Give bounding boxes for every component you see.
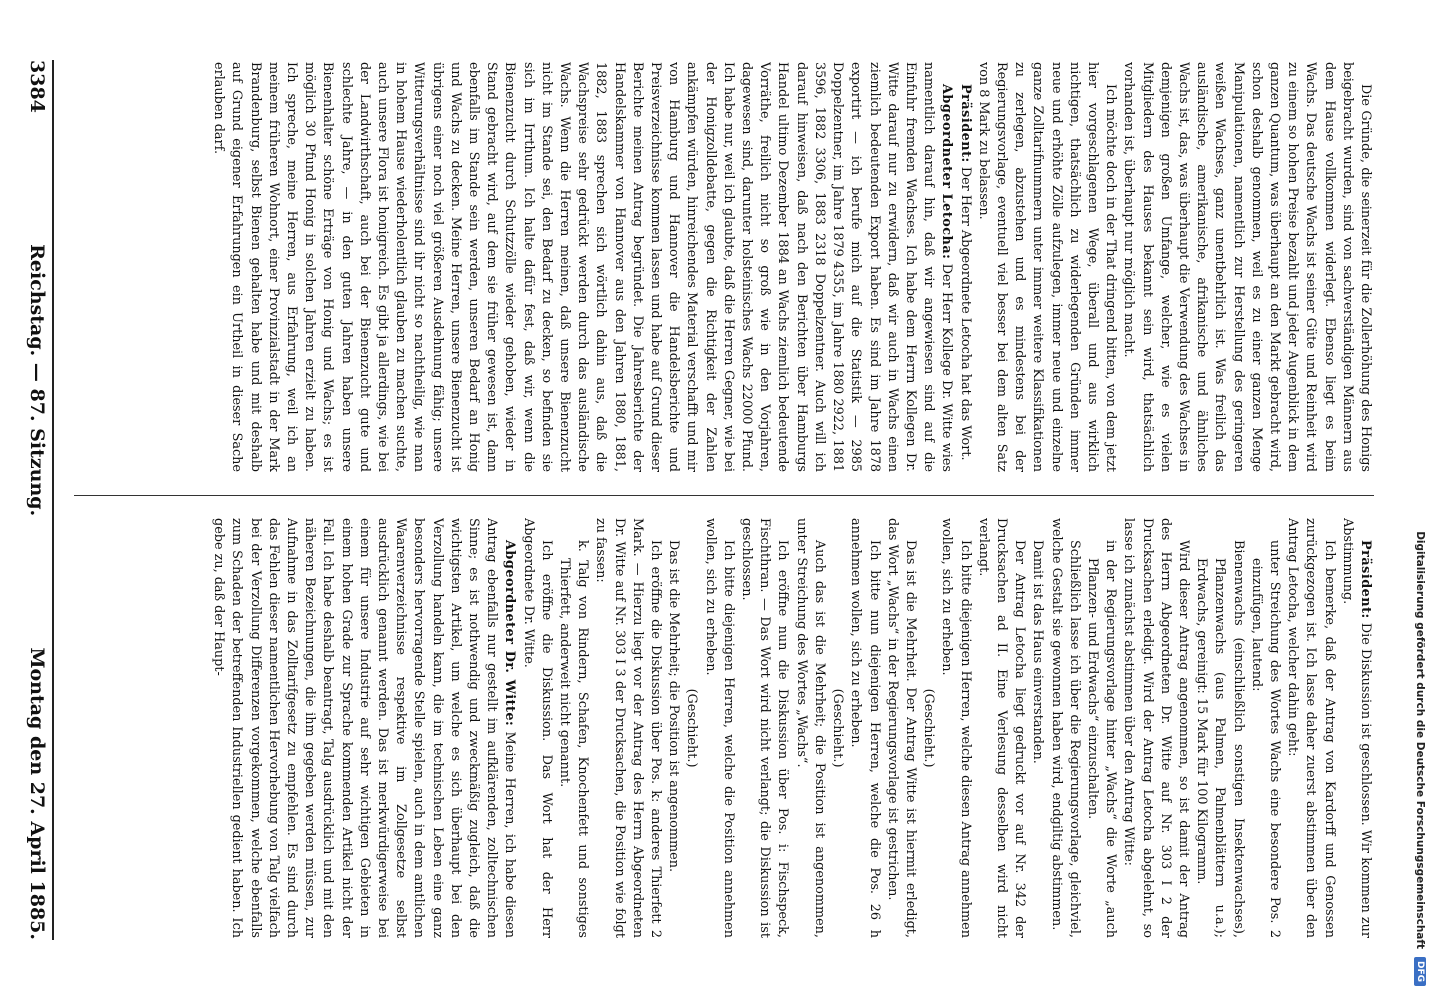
motion-text: Bienenwachs (einschließlich sonstigen Insektenwachses), Pflanzenwachs (aus Palmen, Palmenblättern u.a.); Erdwachs, gereinigt: 15 Mark für 100 Kilogramm. bbox=[1194, 540, 1246, 938]
paragraph bbox=[209, 62, 955, 472]
speech-text: Der Herr Kollege Dr. Witte wies namentlich darauf hin, daß wir angewiesen sind auf die Einfuhr fremden Wachses. Ich habe dem Herrn Kollegen Dr. Witte darauf nur zu erwidern, daß wir auch in Wachs einen ziemlich bedeutenden Export haben. Es sind im Jahre 1878 exportirt — ich berufe mich auf die Statistik — 2985 Doppelzentner, im Jahre 1879 4355, im Jahre 1880 2922, 1881 3596, 1882 3306, 1883 2318 Doppelzentner. Auch will ich darauf hinweisen, daß nach den Berichten über Hamburgs Handel ultimo Dezember 1884 an Wachs ziemlich bedeutende Vorräthe, freilich nicht so groß wie in den Vorjahren, dagewesen sind, darunter holsteinisches Wachs 22000 Pfund. Ich habe nur, weil ich glaubte, daß die Herren Gegner, wie bei der Honigzolldebatte, gegen die Richtigkeit der Zahlen ankämpfen würden, hinreichendes Material verschafft und mir von Hamburg und Hannover die Handelsberichte und Preisverzeichnisse kommen lassen und habe auf Grund dieser Berichte meinen Antrag begründet. Die Jahresberichte der Handelskammer von Hannover aus den Jahren 1880, 1881, 1882, 1883 sprechen sich wörtlich dahin aus, daß die Wachspreise sehr gedrückt werden durch das ausländische Wachs. Wenn die Herren meinen, daß unsere Bienenzucht nicht im Stande sei, den Bedarf zu decken, so befinden sie sich im Irrthum. Ich halte dafür fest, daß wir, wenn die Bienenzucht durch Schutzzölle wieder gehoben, wieder in Stand gebracht wird, auf dem sie früher gewesen ist, dann ebenfalls im Stande sein werden, unseren Bedarf an Honig und Wachs zu decken. Meine Herren, unsere Bienenzucht ist übrigens einer noch viel größeren Ausdehnung fähig; unsere Witterungsverhältnisse sind ihr nicht so nachtheilig, wie man in hohem Hause wiederholentlich glauben zu machen suchte, auch unsere Flora ist honigreich. Es gibt ja allerdings, wie bei der Landwirthschaft, auch bei der Bienenzucht gute und schlechte Jahre, — in den guten Jahren haben unsere Bienenhalter schöne Erträge von Honig und Wachs; es ist möglich 30 Pfund Honig in solchen Jahren erzielt zu haben. Ich spreche, meine Herren, aus Erfahrung, weil ich an meinem früheren Wohnort, einer Provinzialstadt in der Mark Brandenburg, selbst Bienen gehalten habe und mit deshalb auf Grund eigener Erfahrungen ein Urtheil in dieser Sache erlauben darf. bbox=[211, 62, 955, 472]
paragraph: Ich bitte diejenigen Herren, welche diesen Antrag annehmen wollen, sich zu erheben. bbox=[939, 518, 973, 938]
text-column-right bbox=[74, 518, 1374, 938]
digitization-credit-text: Digitalisierung gefördert durch die Deutsche Forschungsgemeinschaft bbox=[1414, 531, 1426, 949]
paragraph bbox=[209, 518, 518, 938]
speech-text: Die Diskussion ist geschlossen. Wir kommen zur Abstimmung. bbox=[1339, 518, 1373, 938]
paragraph: Das ist die Mehrheit. Der Antrag Witte ist hiermit erledigt, das Wort „Wachs“ in der Regierungsvorlage ist gestrichen. bbox=[884, 518, 918, 938]
paragraph: Das ist die Mehrheit; die Position ist angenommen. bbox=[666, 540, 682, 873]
paragraph: Ich eröffne die Diskussion über Pos. k: anderes Thierfett 2 Mark. — Hierzu liegt vor der Antrag des Herrn Abgeordneten Dr. Witte auf Nr. 303 I 3 der Drucksachen, die Position wie folgt zu fassen: bbox=[593, 518, 664, 938]
paragraph: Wird dieser Antrag angenommen, so ist damit der Antrag des Herrn Abgeordneten Dr. Witte auf Nr. 303 I 2 der Drucksachen erledigt. Wird der Antrag Letocha abgelehnt, so lasse ich zunächst abstimmen über den Antrag Witte: bbox=[1121, 518, 1191, 938]
speaker-name: Abgeordneter Letocha: bbox=[939, 84, 955, 260]
speech-text: Meine Herren, ich habe diesen Antrag ebenfalls nur gestellt im aufklärenden, zolltechnischen Sinne; es ist nothwendig und zweckmäßig zugleich, daß die wichtigsten Artikel, um welche es sich überhaupt bei den Verzollung handeln kann, die im technischen Leben eine ganz besonders hervorragende Stelle spielen, auch in dem amtlichen Waarenverzeichnisse respektive im Zollgesetze selbst ausdrücklich genannt werden. Das ist merkwürdigerweise bei einem für unsere Industrie auf sehr wichtigen Gebieten in einem hohen Grade zur Sprache kommenden Artikel nicht der Fall. Ich habe deshalb beantragt, Talg ausdrücklich und mit den näheren Bezeichnungen, die ihm gegeben werden müssen, zur Aufnahme in das Zolltarifgesetz zu empfehlen. Es sind durch das Fehlen dieser namentlichen Hervorhebung von Talg vielfach bei der Verzollung Differenzen vorgekommen, welche ebenfalls zum Schaden der betreffenden Industriellen gedient haben. Ich gebe zu, daß der Haupt- bbox=[211, 518, 518, 938]
motion-text: in der Regierungsvorlage hinter „Wachs“ die Worte „auch Pflanzen- und Erdwachs“ einzuschalten. bbox=[1084, 540, 1119, 938]
session-date: Montag den 27. April 1885. bbox=[26, 647, 48, 940]
paragraph: Ich eröffne nun die Diskussion über Pos. i: Fischspeck, Fischthran. — Das Wort wird nicht verlangt; die Diskussion ist geschlossen. bbox=[739, 518, 791, 938]
paragraph: Ich bemerke, daß der Antrag von Kardorff und Genossen zurückgezogen ist. Ich lasse daher zuerst abstimmen über den Antrag Letocha, welcher dahin geht: bbox=[1285, 518, 1337, 938]
stage-direction: (Geschieht.) bbox=[830, 688, 846, 768]
motion-text: k. Talg von Rindern, Schafen, Knochenfett und sonstiges Thierfett, anderweit nicht genannt. bbox=[557, 540, 591, 938]
dfg-logo: DFG bbox=[1414, 957, 1426, 986]
page-header bbox=[22, 60, 54, 940]
motion-text: unter Streichung des Wortes Wachs eine besondere Pos. 2 einzufügen, lautend: bbox=[1248, 540, 1282, 938]
paragraph: Damit ist das Haus einverstanden. bbox=[1030, 540, 1046, 764]
paragraph: Ich möchte doch in der That dringend bitten, von dem jetzt hier vorgeschlagenen Wege, überall und aus wirklich nichtigen, thatsächlich zu widerlegenden Gründen immer neue und erhöhte Zölle aufzulegen, immer neue und einzelne ganze Zolltarifnummern unter immer weitere Klassifikationen zu zerlegen, abzustehen und es mindestens bei der Regierungsvorlage, eventuell viel besser bei dem alten Satz von 8 Mark zu belassen. bbox=[975, 62, 1119, 472]
column-divider bbox=[74, 495, 1374, 496]
paragraph: Auch das ist die Mehrheit; die Position ist angenommen, unter Streichung des Wortes „Wachs“. bbox=[793, 518, 827, 938]
text-column-left bbox=[74, 62, 1374, 472]
paragraph bbox=[955, 62, 973, 472]
speaker-name: Präsident: bbox=[1358, 540, 1373, 619]
speaker-name: Abgeordneter Dr. Witte: bbox=[502, 540, 518, 727]
page-number: 3384 bbox=[26, 60, 48, 113]
stage-direction: (Geschieht.) bbox=[684, 688, 700, 768]
paragraph: Ich bitte nun diejenigen Herren, welche die Pos. 26 h annehmen wollen, sich zu erheben. bbox=[848, 518, 882, 938]
paragraph: Schließlich lasse ich über die Regierungsvorlage, gleichviel, welche Gestalt sie gewonnen haben wird, endgiltig abstimmen. bbox=[1048, 518, 1082, 938]
speech-text: Der Herr Abgeordnete Letocha hat das Wort. bbox=[957, 166, 973, 461]
paragraph: Ich eröffne die Diskussion. Das Wort hat der Herr Abgeordnete Dr. Witte. bbox=[520, 518, 554, 938]
paragraph: Der Antrag Letocha liegt gedruckt vor auf Nr. 342 der Drucksachen ad II. Eine Verlesung desselben wird nicht verlangt. bbox=[975, 518, 1028, 938]
stage-direction: (Geschieht.) bbox=[921, 688, 937, 768]
session-title: Reichstag. — 87. Sitzung. bbox=[26, 244, 48, 517]
paragraph: Ich bitte diejenigen Herren, welche die Position annehmen wollen, sich zu erheben. bbox=[702, 518, 736, 938]
paragraph bbox=[1338, 518, 1374, 938]
speaker-name: Präsident: bbox=[957, 84, 973, 163]
paragraph: Die Gründe, die seinerzeit für die Zollerhöhung des Honigs beigebracht wurden, sind von sachverständigen Männern aus dem Hause vollkommen widerlegt. Ebenso liegt es beim Wachs. Das deutsche Wachs ist seiner Güte und Reinheit wird zu einem so hohen Preise bezahlt und jeder Augenblick in dem ganzen Quantum, was überhaupt an den Markt gebracht wird, schon deshalb genommen, weil es zu einer ganzen Menge Manipulationen, namentlich zur Herstellung des geringeren weißen Wachses, ganz unentbehrlich ist. Was freilich das ausländische, amerikanische, afrikanische und ähnliches Wachs ist, das, was überhaupt die Verwendung des Wachses in demjenigen großen Umfange, welcher, wie es vielen Mitgliedern des Hauses bekannt sein wird, thatsächlich vorhanden ist, überhaupt nur möglich macht. bbox=[1121, 62, 1373, 472]
digitization-credit bbox=[1408, 0, 1432, 1000]
